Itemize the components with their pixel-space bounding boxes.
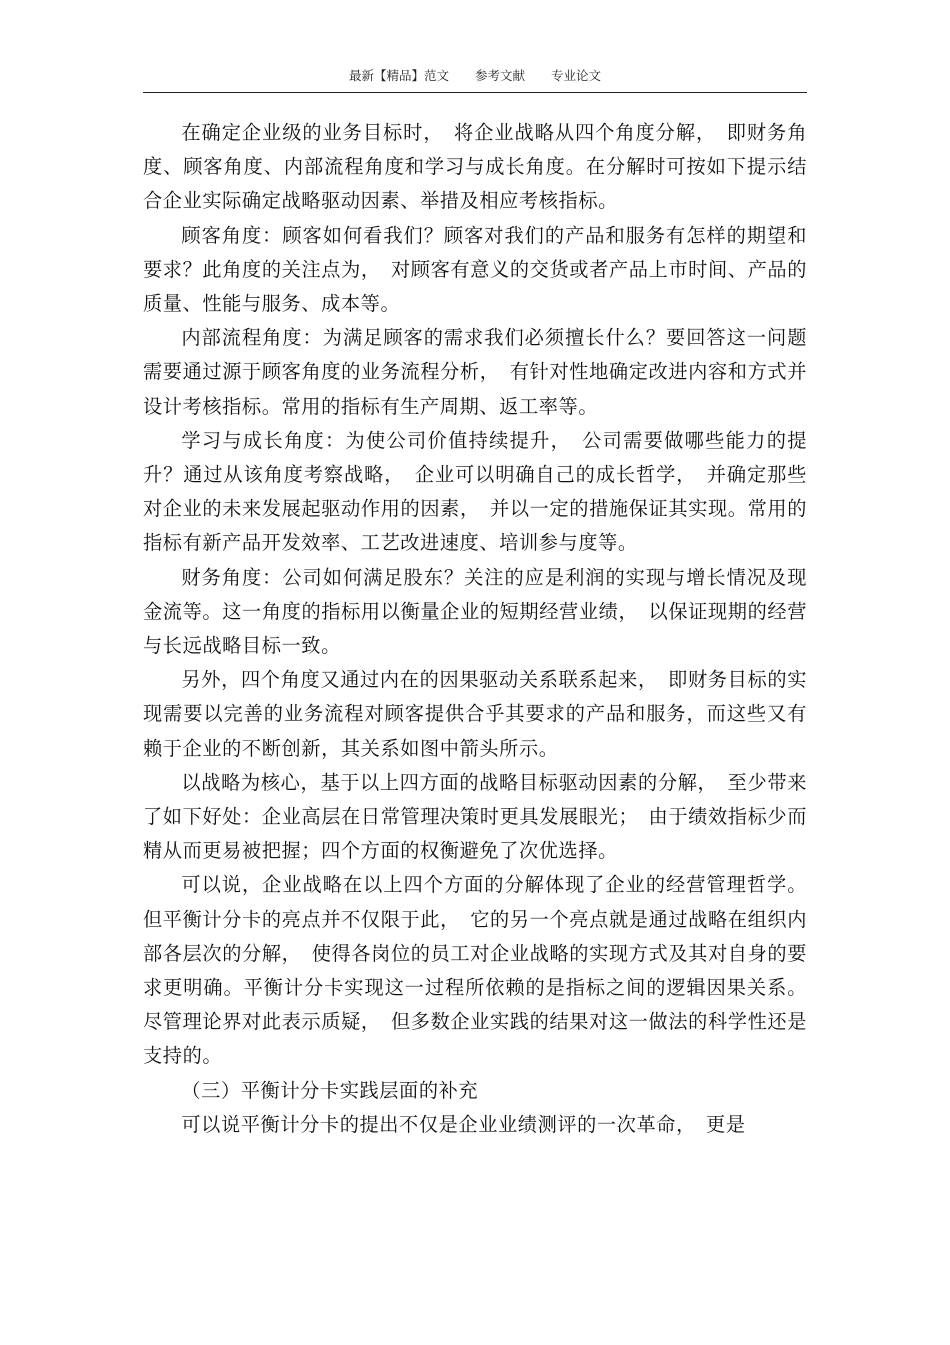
header-item-lunwen: 专业论文 <box>550 68 601 83</box>
paragraph-internal-process: 内部流程角度：为满足顾客的需求我们必须擅长什么？要回答这一问题需要通过源于顾客角度的业务流程分析， 有针对性地确定改进内容和方式并设计考核指标。常用的指标有生产周期、返工率等。 <box>143 326 807 418</box>
page-header <box>143 64 807 93</box>
paragraph-benefits: 以战略为核心，基于以上四方面的战略目标驱动因素的分解， 至少带来了如下好处：企业高层在日常管理决策时更具发展眼光； 由于绩效指标少而精从而更易被把握；四个方面的权衡避免了次优选择。 <box>143 770 807 863</box>
paragraph-intro: 在确定企业级的业务目标时， 将企业战略从四个角度分解， 即财务角度、顾客角度、内部流程角度和学习与成长角度。在分解时可按如下提示结合企业实际确定战略驱动因素、举措及相应考核指标。 <box>143 121 807 213</box>
paragraph-philosophy: 可以说，企业战略在以上四个方面的分解体现了企业的经营管理哲学。但平衡计分卡的亮点并不仅限于此， 它的另一个亮点就是通过战略在组织内部各层次的分解， 使得各岗位的员工对企业战略的实现方式及其对自身的要求更明确。平衡计分卡实现这一过程所依赖的是指标之间的逻辑因果关系。尽管理论界对此表示质疑， 但多数企业实践的结果对这一做法的科学性还是支持的。 <box>143 873 807 1068</box>
header-item-fanwen: 最新【精品】范文 <box>348 68 449 83</box>
header-item-cankao: 参考文献 <box>474 68 525 83</box>
paragraph-financial: 财务角度：公司如何满足股东？关注的应是利润的实现与增长情况及现金流等。这一角度的指标用以衡量企业的短期经营业绩， 以保证现期的经营与长远战略目标一致。 <box>143 565 807 658</box>
paragraph-customer: 顾客角度：顾客如何看我们？顾客对我们的产品和服务有怎样的期望和要求？此角度的关注点为， 对顾客有意义的交货或者产品上市时间、产品的质量、性能与服务、成本等。 <box>143 223 807 316</box>
paragraph-revolution: 可以说平衡计分卡的提出不仅是企业业绩测评的一次革命， 更是 <box>181 1112 746 1136</box>
document-body <box>143 116 807 1142</box>
paragraph-causal-link: 另外，四个角度又通过内在的因果驱动关系联系起来， 即财务目标的实现需要以完善的业务流程对顾客提供合乎其要求的产品和服务，而这些又有赖于企业的不断创新，其关系如图中箭头所示。 <box>143 668 807 760</box>
paragraph-learning-growth: 学习与成长角度：为使公司价值持续提升， 公司需要做哪些能力的提升？通过从该角度考察战略， 企业可以明确自己的成长哲学， 并确定那些对企业的未来发展起驱动作用的因素， 并以一定的措施保证其实现。常用的指标有新产品开发效率、工艺改进速度、培训参与度等。 <box>143 428 807 555</box>
section-heading: （三）平衡计分卡实践层面的补充 <box>181 1078 479 1102</box>
